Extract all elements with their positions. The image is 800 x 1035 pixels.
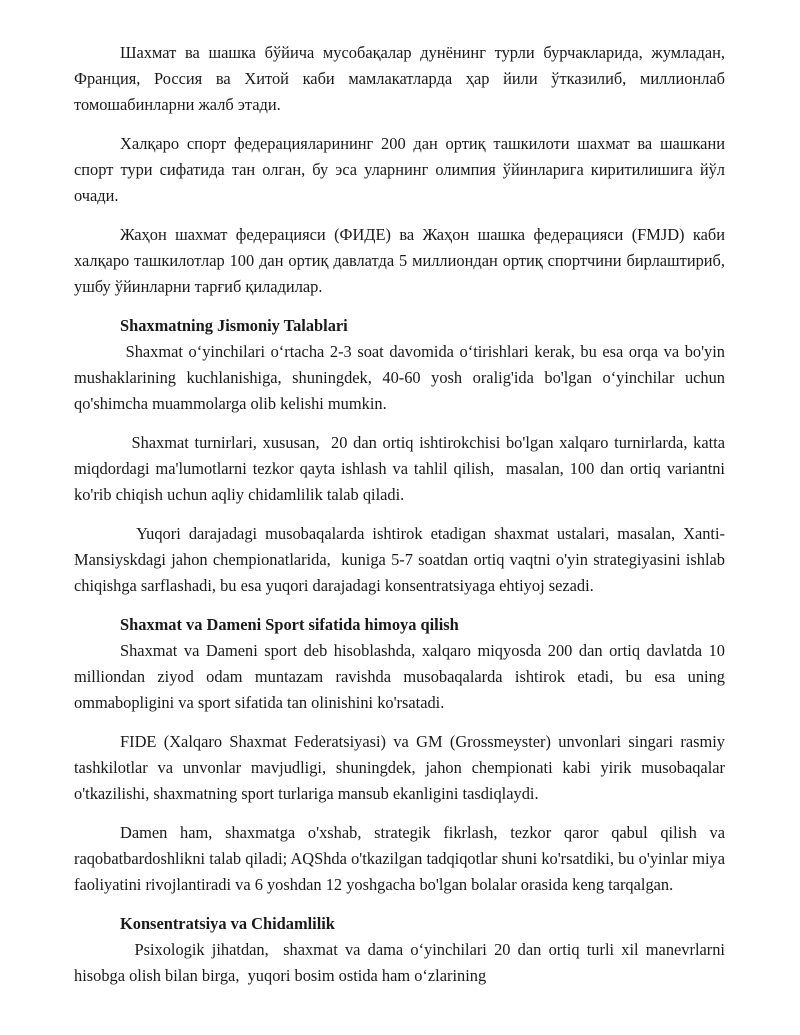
paragraph: Халқаро спорт федерацияларининг 200 дан ортиқ ташкилоти шахмат ва шашкани спорт тури сифатида тан олган, бу эса уларнинг олимпия ўйинларига киритилишига йўл очади. (74, 134, 725, 205)
paragraph: Shaxmat o‘yinchilari o‘rtacha 2-3 soat davomida o‘tirishlari kerak, bu esa orqa va bo'yin mushaklarining kuchlanishiga, shuningdek, 40-60 yosh oralig'ida bo'lgan o‘yinchilar uchun qo'shimcha muammolarga olib kelishi mumkin. (74, 342, 730, 413)
paragraph: Psixologik jihatdan, shaxmat va dama o‘yinchilari 20 dan ortiq turli xil manevrlarni hisobga olish bilan birga, yuqori bosim ostida ham o‘zlarining (74, 940, 730, 985)
paragraph: FIDE (Xalqaro Shaxmat Federatsiyasi) va GM (Grossmeyster) unvonlari singari rasmiy tashkilotlar va unvonlar mavjudligi, shuningdek, jahon chempionati kabi yirik musobaqalar o'tkazilishi, shaxmatning sport turlariga mansub ekanligini tasdiqlaydi. (74, 732, 725, 803)
paragraph: Shaxmat va Dameni sport deb hisoblashda, xalqaro miqyosda 200 dan ortiq davlatda 10 milliondan ziyod odam muntazam ravishda musobaqalarda ishtirok etadi, bu esa uning ommabopligini va sport sifatida tan olinishini ko'rsatadi. (74, 641, 725, 712)
paragraph: Yuqori darajadagi musobaqalarda ishtirok etadigan shaxmat ustalari, masalan, Xanti-Mansiyskdagi jahon chempionatlarida, kuniga 5-7 soatdan ortiq vaqtni o'yin strategiyasini ishlab chiqishga sarflashadi, bu esa yuqori darajadagi konsentratsiyaga ehtiyoj sezadi. (74, 524, 730, 595)
document-page (74, 40, 730, 989)
section-heading: Shaxmatning Jismoniy Talablari (120, 316, 348, 335)
paragraph: Шахмат ва шашка бўйича мусобақалар дунёнинг турли бурчакларида, жумладан, Франция, Россия ва Хитой каби мамлакатларда ҳар йили ўтказилиб, миллионлаб томошабинларни жалб этади. (74, 43, 725, 114)
paragraph: Damen ham, shaxmatga o'xshab, strategik fikrlash, tezkor qaror qabul qilish va raqobatbardoshlikni talab qiladi; AQShda o'tkazilgan tadqiqotlar shuni ko'rsatdiki, bu o'yinlar miya faoliyatini rivojlantiradi va 6 yoshdan 12 yoshgacha bo'lgan bolalar orasida keng tarqalgan. (74, 823, 725, 894)
paragraph: Жаҳон шахмат федерацияси (ФИДЕ) ва Жаҳон шашка федерацияси (FMJD) каби халқаро ташкилотлар 100 дан ортиқ давлатда 5 миллиондан ортиқ спортчини бирлаштириб, ушбу ўйинларни тарғиб қиладилар. (74, 225, 725, 296)
section-heading: Shaxmat va Dameni Sport sifatida himoya qilish (120, 615, 459, 634)
paragraph: Shaxmat turnirlari, xususan, 20 dan ortiq ishtirokchisi bo'lgan xalqaro turnirlarda, katta miqdordagi ma'lumotlarni tezkor qayta ishlash va tahlil qilish, masalan, 100 dan ortiq variantni ko'rib chiqish uchun aqliy chidamlilik talab qiladi. (74, 433, 730, 504)
section-heading: Konsentratsiya va Chidamlilik (120, 914, 335, 933)
